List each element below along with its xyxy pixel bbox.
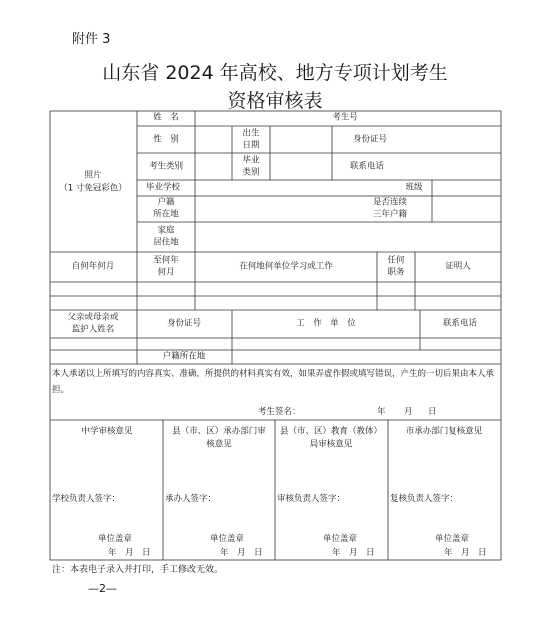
review-school-date: 年 月 日 bbox=[108, 548, 151, 558]
label-guardian-hukou: 户籍所在地 bbox=[162, 351, 206, 362]
review-county-seal: 单位盖章 bbox=[210, 534, 245, 544]
review-school-seal: 单位盖章 bbox=[98, 534, 133, 544]
review-school-signature: 学校负责人签字： bbox=[52, 494, 121, 504]
review-county-office-title-2: 核意见 bbox=[206, 439, 232, 450]
review-bureau-signature: 审核负责人签字： bbox=[277, 494, 346, 504]
review-county-signature: 承办人签字： bbox=[165, 494, 217, 504]
label-guardian-2: 监护人姓名 bbox=[71, 324, 115, 335]
label-hukou-2: 所在地 bbox=[153, 209, 179, 220]
label-id-number: 身份证号 bbox=[352, 134, 388, 145]
pledge-sign-label: 考生签名： bbox=[258, 407, 301, 417]
review-bureau-date: 年 月 日 bbox=[332, 548, 375, 558]
footnote: 注：本表电子录入并打印，手工修改无效。 bbox=[52, 565, 224, 575]
label-hukou-1: 户籍 bbox=[157, 197, 175, 208]
label-class: 班级 bbox=[405, 182, 423, 193]
label-grad-type-2: 类别 bbox=[242, 167, 260, 178]
label-phone: 联系电话 bbox=[349, 161, 385, 172]
label-home-1: 家庭 bbox=[157, 225, 175, 236]
page-number: —2— bbox=[88, 582, 117, 595]
review-education-bureau-title-1: 县（市、区）教育（教体） bbox=[279, 426, 383, 437]
review-city-seal: 单位盖章 bbox=[435, 534, 470, 544]
pledge-year: 年 bbox=[377, 407, 386, 417]
label-history-role-1: 任何 bbox=[387, 255, 405, 266]
label-history-to-1: 至何年 bbox=[153, 255, 179, 266]
label-birth-1: 出生 bbox=[242, 128, 260, 139]
label-exam-number: 考生号 bbox=[332, 112, 358, 123]
form-title: 山东省 2024 年高校、地方专项计划考生 bbox=[102, 62, 448, 84]
label-history-witness: 证明人 bbox=[445, 261, 471, 272]
label-guardian-work: 工 作 单 位 bbox=[296, 318, 356, 329]
label-guardian-id: 身份证号 bbox=[166, 318, 202, 329]
label-three-years-1: 是否连续 bbox=[372, 197, 408, 208]
label-guardian-phone: 联系电话 bbox=[442, 318, 478, 329]
review-bureau-seal: 单位盖章 bbox=[323, 534, 358, 544]
review-school-title: 中学审核意见 bbox=[81, 426, 133, 437]
label-photo-2: （1 寸免冠彩色） bbox=[59, 183, 127, 194]
label-birth-2: 日期 bbox=[242, 140, 260, 151]
review-county-office-title-1: 县（市、区）承办部门审 bbox=[172, 426, 266, 437]
label-candidate-type: 考生类别 bbox=[148, 161, 184, 172]
review-city-date: 年 月 日 bbox=[444, 548, 487, 558]
attachment-label: 附件 3 bbox=[72, 32, 111, 47]
label-history-from: 自何年何月 bbox=[71, 261, 115, 272]
form-subtitle: 资格审核表 bbox=[227, 90, 323, 112]
label-home-2: 居住地 bbox=[153, 237, 179, 248]
label-guardian-1: 父亲或母亲或 bbox=[67, 312, 119, 323]
label-photo-1: 照片 bbox=[84, 170, 102, 181]
label-history-place: 在何地何单位学习或工作 bbox=[239, 261, 333, 272]
label-school: 毕业学校 bbox=[145, 182, 181, 193]
review-city-signature: 复核负责人签字： bbox=[390, 494, 459, 504]
review-city-office-title: 市承办部门复核意见 bbox=[405, 426, 483, 437]
label-three-years-2: 三年户籍 bbox=[372, 209, 408, 220]
pledge-day: 日 bbox=[428, 407, 437, 417]
label-grad-type-1: 毕业 bbox=[242, 155, 260, 166]
label-gender: 性 别 bbox=[153, 134, 179, 145]
label-history-role-2: 职务 bbox=[387, 267, 405, 278]
label-history-to-2: 何月 bbox=[157, 267, 175, 278]
review-county-date: 年 月 日 bbox=[220, 548, 263, 558]
label-name: 姓 名 bbox=[153, 112, 179, 123]
review-education-bureau-title-2: 局审核意见 bbox=[309, 439, 353, 450]
pledge-text: 本人承诺以上所填写的内容真实、准确，所提供的材料真实有效，如果弄虚作假或填写错误，产生的一切后果由本人承担。 bbox=[52, 369, 495, 395]
pledge-month: 月 bbox=[404, 407, 413, 417]
